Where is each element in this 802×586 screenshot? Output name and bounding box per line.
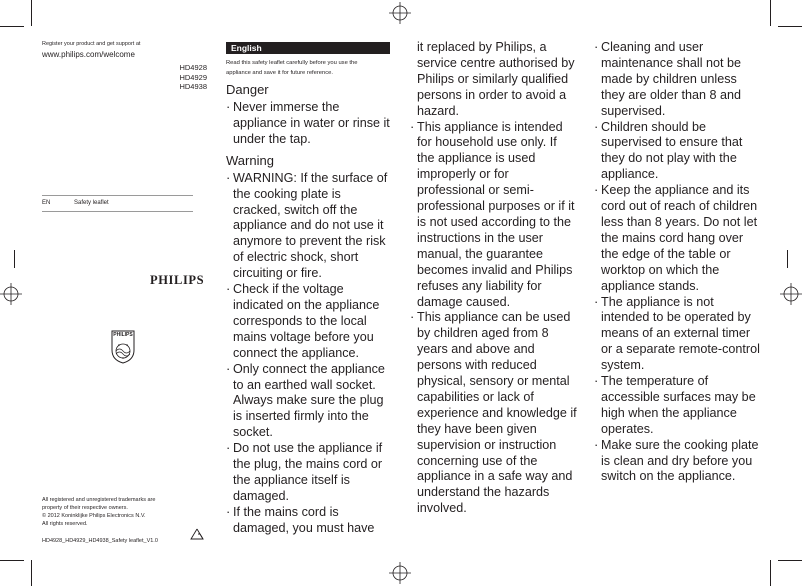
divider — [42, 195, 193, 196]
model-number: HD4938 — [179, 82, 207, 91]
continuation-text: it replaced by Philips, a service centre authorised by Philips or similarly qualified persons in order to avoid a hazard. — [417, 40, 575, 118]
website-link[interactable]: www.philips.com/welcome — [42, 50, 135, 59]
warning-item: · WARNING: If the surface of the cooking plate is cracked, switch off the appliance and do not use it anymore to prevent the risk of electric shock, short circuiting or fire. — [226, 171, 391, 282]
warning-item: · Cleaning and user maintenance shall not be made by children unless they are older than 8 and supervised. — [594, 40, 764, 120]
warning-heading: Warning — [226, 152, 274, 168]
legal-line: © 2012 Koninklijke Philips Electronics N.V. — [42, 513, 146, 519]
warning-item: · Only connect the appliance to an earthed wall socket. Always make sure the plug is inserted firmly into the socket. — [226, 362, 391, 442]
fold-mark — [14, 250, 15, 268]
warning-item: · The appliance is not intended to be operated by means of an external timer or a separate remote-control system. — [594, 295, 764, 375]
recycle-icon — [189, 527, 205, 543]
crop-mark — [770, 0, 771, 26]
crop-mark — [778, 26, 802, 27]
footer-code: HD4928_HD4929_HD4938_Safety leaflet_V1.0 — [42, 538, 158, 544]
crop-mark — [770, 560, 771, 586]
warning-item: · The temperature of accessible surfaces may be high when the appliance operates. — [594, 374, 764, 438]
divider — [42, 211, 193, 212]
column-3 — [594, 40, 764, 485]
warning-item: · This appliance is intended for household use only. If the appliance is used improperly or for professional or semi-professional purposes or if it is not used according to the instructions in the user manual, the guarantee becomes invalid and Philips refuses any liability for damage caused. — [410, 120, 577, 311]
crop-mark — [0, 26, 24, 27]
language-code: EN — [42, 200, 51, 206]
crop-mark — [0, 560, 24, 561]
registration-mark-icon — [780, 283, 802, 305]
fold-mark — [787, 250, 788, 268]
registration-mark-icon — [0, 283, 22, 305]
warning-item: · Check if the voltage indicated on the appliance corresponds to the local mains voltage before you connect the appliance. — [226, 282, 391, 362]
warning-item: · Keep the appliance and its cord out of reach of children less than 8 years. Do not let the mains cord hang over the edge of the table or worktop on which the appliance stands. — [594, 183, 764, 294]
warning-item: · Make sure the cooking plate is clean and dry before you switch on the appliance. — [594, 438, 764, 486]
warning-item: · This appliance can be used by children aged from 8 years and above and persons with reduced physical, sensory or mental capabilities or lack of experience and knowledge if they have been given supervision or instruction concerning use of the appliance in a safe way and understand the hazards involved. — [410, 310, 577, 517]
philips-logo: PHILIPS — [150, 273, 205, 287]
crop-mark — [31, 0, 32, 26]
doc-type: Safety leaflet — [74, 200, 109, 206]
philips-shield-logo — [110, 330, 136, 364]
warning-item: · If the mains cord is damaged, you must have — [226, 505, 391, 537]
danger-item: · Never immerse the appliance in water or rinse it under the tap. — [226, 100, 391, 148]
warning-item: · Children should be supervised to ensure that they do not play with the appliance. — [594, 120, 764, 184]
danger-heading: Danger — [226, 82, 269, 97]
legal-line: All registered and unregistered trademarks are — [42, 497, 156, 503]
column-1 — [226, 81, 391, 537]
model-list — [150, 63, 207, 92]
legal-notice — [42, 496, 202, 528]
model-number: HD4928 — [179, 63, 207, 72]
registration-mark-icon — [389, 2, 411, 24]
legal-line: property of their respective owners. — [42, 505, 128, 511]
column-2 — [410, 40, 577, 517]
registration-mark-icon — [389, 562, 411, 584]
intro-text: Read this safety leaflet carefully before you use the appliance and save it for future reference. — [226, 60, 358, 76]
register-text: Register your product and get support at — [42, 41, 141, 47]
warning-item: · Do not use the appliance if the plug, the mains cord or the appliance itself is damaged. — [226, 441, 391, 505]
crop-mark — [778, 560, 802, 561]
legal-line: All rights reserved. — [42, 521, 88, 527]
model-number: HD4929 — [179, 72, 207, 82]
language-bar: English — [226, 42, 390, 54]
shield-label: PHILIPS — [113, 332, 133, 338]
crop-mark — [31, 560, 32, 586]
